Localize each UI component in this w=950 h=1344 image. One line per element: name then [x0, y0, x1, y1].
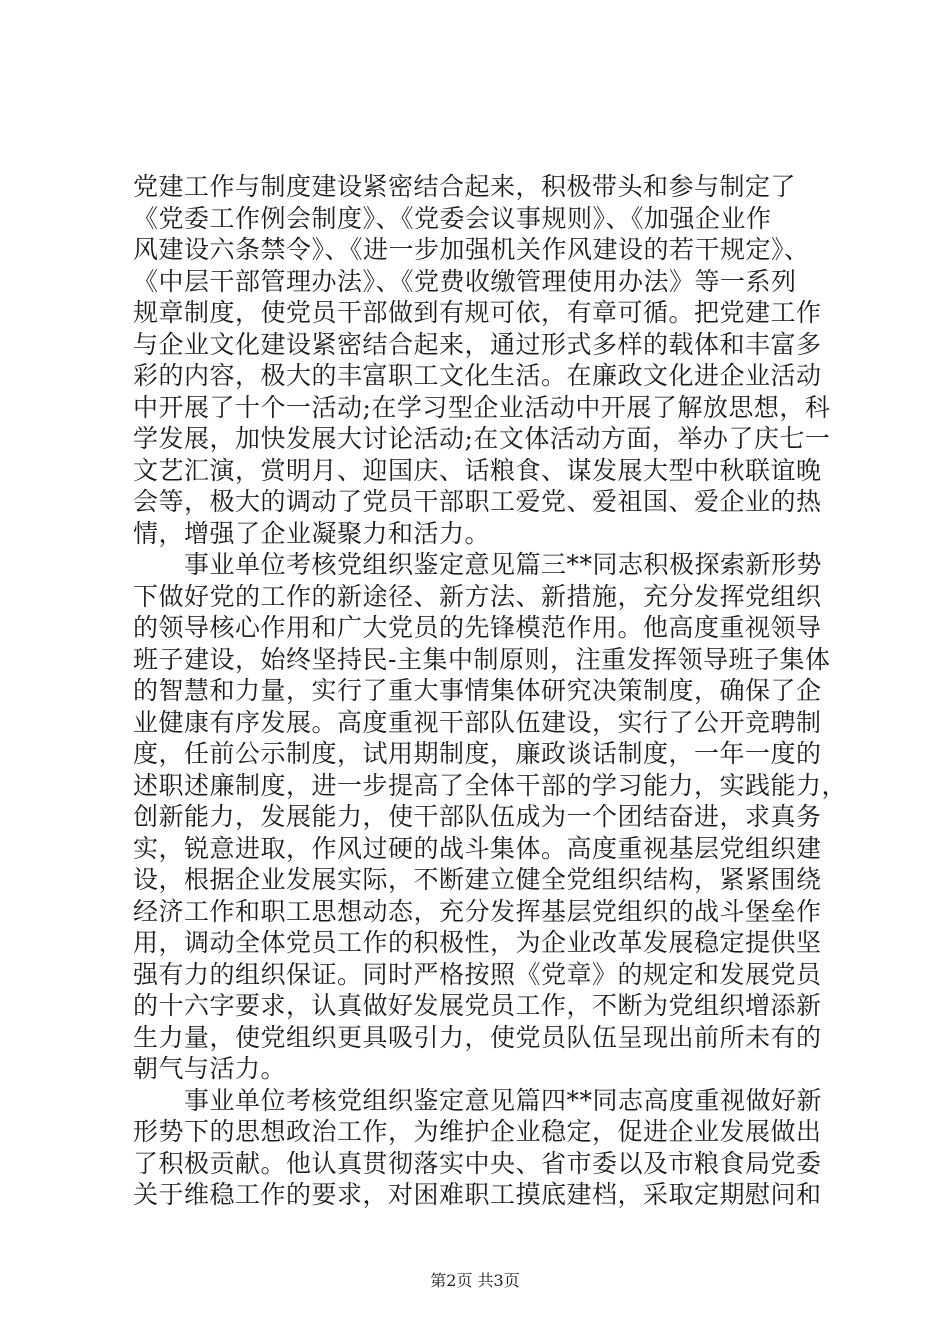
text-line: 风建设六条禁令》、《进一步加强机关作风建设的若干规定》、	[133, 235, 810, 264]
text-line: 经济工作和职工思想动态，充分发挥基层党组织的战斗堡垒作	[133, 896, 822, 926]
text-line: 学发展，加快发展大讨论活动;在文体活动方面，举办了庆七一	[133, 424, 831, 453]
text-line: 度，任前公示制度，试用期制度，廉政谈话制度，一年一度的	[133, 739, 822, 768]
text-line: 《党委工作例会制度》、《党委会议事规则》、《加强企业作	[133, 203, 772, 233]
text-line: 《中层干部管理办法》、《党费收缴管理使用办法》等一系列	[133, 266, 797, 296]
text-line: 党建工作与制度建设紧密结合起来，积极带头和参与制定了	[133, 172, 797, 201]
text-line: 下做好党的工作的新途径、新方法、新措施，充分发挥党组织	[133, 581, 822, 611]
text-line: 中开展了十个一活动;在学习型企业活动中开展了解放思想，科	[133, 392, 831, 422]
text-line: 朝气与活力。	[133, 1054, 287, 1083]
text-line: 形势下的思想政治工作，为维护企业稳定，促进企业发展做出	[133, 1117, 822, 1146]
page-footer	[0, 1268, 950, 1291]
text-line: 彩的内容，极大的丰富职工文化生活。在廉政文化进企业活动	[133, 361, 822, 390]
text-line: 事业单位考核党组织鉴定意见篇四**同志高度重视做好新	[133, 1085, 823, 1115]
text-line: 文艺汇演，赏明月、迎国庆、话粮食、谋发展大型中秋联谊晚	[133, 455, 822, 485]
text-line: 与企业文化建设紧密结合起来，通过形式多样的载体和丰富多	[133, 329, 822, 359]
text-line: 创新能力，发展能力，使干部队伍成为一个团结奋进，求真务	[133, 802, 822, 831]
text-line: 的十六字要求，认真做好发展党员工作，不断为党组织增添新	[133, 991, 822, 1020]
text-line: 事业单位考核党组织鉴定意见篇三**同志积极探索新形势	[133, 550, 823, 579]
text-line: 用，调动全体党员工作的积极性，为企业改革发展稳定提供坚	[133, 928, 822, 957]
text-line: 强有力的组织保证。同时严格按照《党章》的规定和发展党员	[133, 959, 822, 989]
text-line: 的领导核心作用和广大党员的先锋模范作用。他高度重视领导	[133, 613, 822, 642]
text-line: 情，增强了企业凝聚力和活力。	[133, 518, 491, 548]
page-number-label: 第2页 共3页	[430, 1271, 520, 1290]
text-line: 业健康有序发展。高度重视干部队伍建设，实行了公开竞聘制	[133, 707, 822, 737]
text-line: 生力量，使党组织更具吸引力，使党员队伍呈现出前所未有的	[133, 1022, 822, 1052]
text-line: 关于维稳工作的要求，对困难职工摸底建档，采取定期慰问和	[133, 1180, 822, 1209]
text-line: 实，锐意进取，作风过硬的战斗集体。高度重视基层党组织建	[133, 833, 822, 863]
text-line: 了积极贡献。他认真贯彻落实中央、省市委以及市粮食局党委	[133, 1148, 822, 1178]
text-line: 会等，极大的调动了党员干部职工爱党、爱祖国、爱企业的热	[133, 487, 822, 516]
text-line: 规章制度，使党员干部做到有规可依，有章可循。把党建工作	[133, 298, 822, 327]
text-line: 设，根据企业发展实际，不断建立健全党组织结构，紧紧围绕	[133, 865, 822, 894]
document-body	[133, 171, 848, 1211]
text-line: 的智慧和力量，实行了重大事情集体研究决策制度，确保了企	[133, 676, 822, 705]
text-line: 述职述廉制度，进一步提高了全体干部的学习能力，实践能力，	[133, 770, 848, 800]
text-line: 班子建设，始终坚持民-主集中制原则，注重发挥领导班子集体	[133, 644, 831, 674]
